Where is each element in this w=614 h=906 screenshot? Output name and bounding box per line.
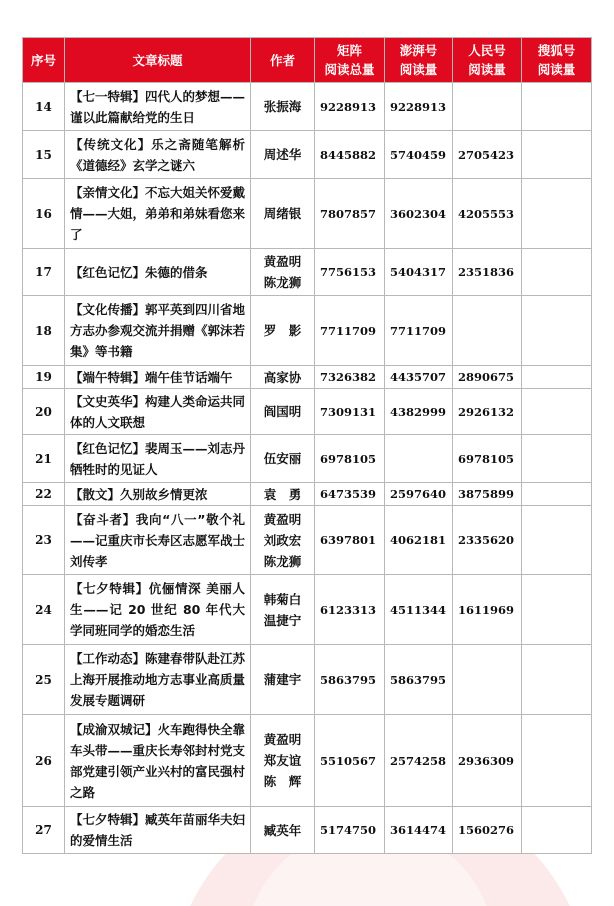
header-author: 作者 — [251, 38, 315, 83]
row-author: 黄盈明 郑友谊 陈 辉 — [251, 715, 315, 807]
table-row — [23, 296, 592, 366]
row-title: 【七夕特辑】伉俪情深 美丽人生——记 20 世纪 80 年代大学同班同学的婚恋生活 — [65, 575, 251, 645]
row-renmin: 1611969 — [453, 575, 522, 645]
row-juzhen: 5863795 — [315, 645, 385, 715]
row-juzhen: 6978105 — [315, 435, 385, 483]
row-renmin: 2705423 — [453, 131, 522, 179]
row-souhu — [522, 366, 592, 389]
row-index: 25 — [23, 645, 65, 715]
row-souhu — [522, 435, 592, 483]
table-row — [23, 435, 592, 483]
table-row — [23, 483, 592, 506]
table-row — [23, 249, 592, 296]
row-pengpai: 7711709 — [385, 296, 453, 366]
row-author: 张振海 — [251, 83, 315, 131]
row-renmin: 2335620 — [453, 506, 522, 575]
header-title: 文章标题 — [65, 38, 251, 83]
header-pengpai: 澎湃号 阅读量 — [385, 38, 453, 83]
row-index: 16 — [23, 179, 65, 249]
row-juzhen: 7309131 — [315, 389, 385, 435]
row-index: 20 — [23, 389, 65, 435]
row-souhu — [522, 483, 592, 506]
row-juzhen: 7807857 — [315, 179, 385, 249]
row-title: 【文化传播】郭平英到四川省地方志办参观交流并捐赠《郭沫若集》等书籍 — [65, 296, 251, 366]
row-renmin — [453, 296, 522, 366]
row-index: 19 — [23, 366, 65, 389]
row-index: 14 — [23, 83, 65, 131]
row-souhu — [522, 645, 592, 715]
row-renmin: 1560276 — [453, 807, 522, 854]
row-author: 周绪银 — [251, 179, 315, 249]
table-row — [23, 645, 592, 715]
header-renmin: 人民号 阅读量 — [453, 38, 522, 83]
row-souhu — [522, 249, 592, 296]
row-index: 18 — [23, 296, 65, 366]
row-author: 臧英年 — [251, 807, 315, 854]
table-row — [23, 506, 592, 575]
row-juzhen: 7756153 — [315, 249, 385, 296]
row-author: 黄盈明 刘政宏 陈龙狮 — [251, 506, 315, 575]
row-pengpai: 5863795 — [385, 645, 453, 715]
row-title: 【端午特辑】端午佳节话端午 — [65, 366, 251, 389]
table-row — [23, 366, 592, 389]
table-row — [23, 575, 592, 645]
row-pengpai: 4382999 — [385, 389, 453, 435]
row-pengpai: 2574258 — [385, 715, 453, 807]
row-author: 罗 影 — [251, 296, 315, 366]
row-renmin — [453, 83, 522, 131]
row-title: 【红色记忆】朱德的借条 — [65, 249, 251, 296]
row-pengpai: 5740459 — [385, 131, 453, 179]
row-juzhen: 9228913 — [315, 83, 385, 131]
row-pengpai: 3614474 — [385, 807, 453, 854]
header-index: 序号 — [23, 38, 65, 83]
row-renmin: 2351836 — [453, 249, 522, 296]
row-renmin — [453, 645, 522, 715]
row-souhu — [522, 389, 592, 435]
table-row — [23, 131, 592, 179]
row-pengpai: 4511344 — [385, 575, 453, 645]
table-row — [23, 179, 592, 249]
row-souhu — [522, 83, 592, 131]
row-title: 【亲情文化】不忘大姐关怀爱戴情——大姐，弟弟和弟妹看您来了 — [65, 179, 251, 249]
row-title: 【传统文化】乐之斋随笔解析《道德经》玄学之谜六 — [65, 131, 251, 179]
row-pengpai: 5404317 — [385, 249, 453, 296]
row-pengpai: 4062181 — [385, 506, 453, 575]
row-title: 【七夕特辑】臧英年苗丽华夫妇的爱情生活 — [65, 807, 251, 854]
row-title: 【成渝双城记】火车跑得快全靠车头带——重庆长寿邻封村党支部党建引领产业兴村的富民强村之路 — [65, 715, 251, 807]
table-row — [23, 715, 592, 807]
row-souhu — [522, 807, 592, 854]
row-index: 24 — [23, 575, 65, 645]
row-author: 韩菊白 温捷宁 — [251, 575, 315, 645]
row-author: 伍安丽 — [251, 435, 315, 483]
row-renmin: 3875899 — [453, 483, 522, 506]
row-title: 【工作动态】陈建春带队赴江苏上海开展推动地方志事业高质量发展专题调研 — [65, 645, 251, 715]
row-souhu — [522, 131, 592, 179]
row-title: 【七一特辑】四代人的梦想——谨以此篇献给党的生日 — [65, 83, 251, 131]
row-index: 22 — [23, 483, 65, 506]
row-juzhen: 5174750 — [315, 807, 385, 854]
row-pengpai — [385, 435, 453, 483]
row-renmin: 2926132 — [453, 389, 522, 435]
row-index: 27 — [23, 807, 65, 854]
row-juzhen: 6473539 — [315, 483, 385, 506]
row-pengpai: 4435707 — [385, 366, 453, 389]
table-row — [23, 389, 592, 435]
row-author: 高家协 — [251, 366, 315, 389]
row-souhu — [522, 715, 592, 807]
row-index: 26 — [23, 715, 65, 807]
table-row — [23, 807, 592, 854]
row-pengpai: 2597640 — [385, 483, 453, 506]
table-header-row — [23, 38, 592, 83]
row-pengpai: 3602304 — [385, 179, 453, 249]
row-juzhen: 6123313 — [315, 575, 385, 645]
row-souhu — [522, 296, 592, 366]
row-title: 【奋斗者】我向“八一”敬个礼——记重庆市长寿区志愿军战士刘传孝 — [65, 506, 251, 575]
row-index: 21 — [23, 435, 65, 483]
row-juzhen: 5510567 — [315, 715, 385, 807]
row-renmin: 4205553 — [453, 179, 522, 249]
row-index: 17 — [23, 249, 65, 296]
table-row — [23, 83, 592, 131]
row-title: 【红色记忆】裴周玉——刘志丹牺牲时的见证人 — [65, 435, 251, 483]
row-renmin: 2936309 — [453, 715, 522, 807]
row-author: 黄盈明 陈龙狮 — [251, 249, 315, 296]
row-pengpai: 9228913 — [385, 83, 453, 131]
header-souhu: 搜狐号 阅读量 — [522, 38, 592, 83]
row-juzhen: 8445882 — [315, 131, 385, 179]
row-title: 【散文】久别故乡情更浓 — [65, 483, 251, 506]
row-juzhen: 7711709 — [315, 296, 385, 366]
row-author: 袁 勇 — [251, 483, 315, 506]
row-renmin: 6978105 — [453, 435, 522, 483]
row-souhu — [522, 179, 592, 249]
row-juzhen: 6397801 — [315, 506, 385, 575]
reading-stats-table — [22, 37, 592, 854]
row-index: 15 — [23, 131, 65, 179]
row-author: 周述华 — [251, 131, 315, 179]
row-juzhen: 7326382 — [315, 366, 385, 389]
row-souhu — [522, 506, 592, 575]
row-author: 阎国明 — [251, 389, 315, 435]
row-author: 蒲建宇 — [251, 645, 315, 715]
row-index: 23 — [23, 506, 65, 575]
header-juzhen: 矩阵 阅读总量 — [315, 38, 385, 83]
row-renmin: 2890675 — [453, 366, 522, 389]
row-title: 【文史英华】构建人类命运共同体的人文联想 — [65, 389, 251, 435]
row-souhu — [522, 575, 592, 645]
